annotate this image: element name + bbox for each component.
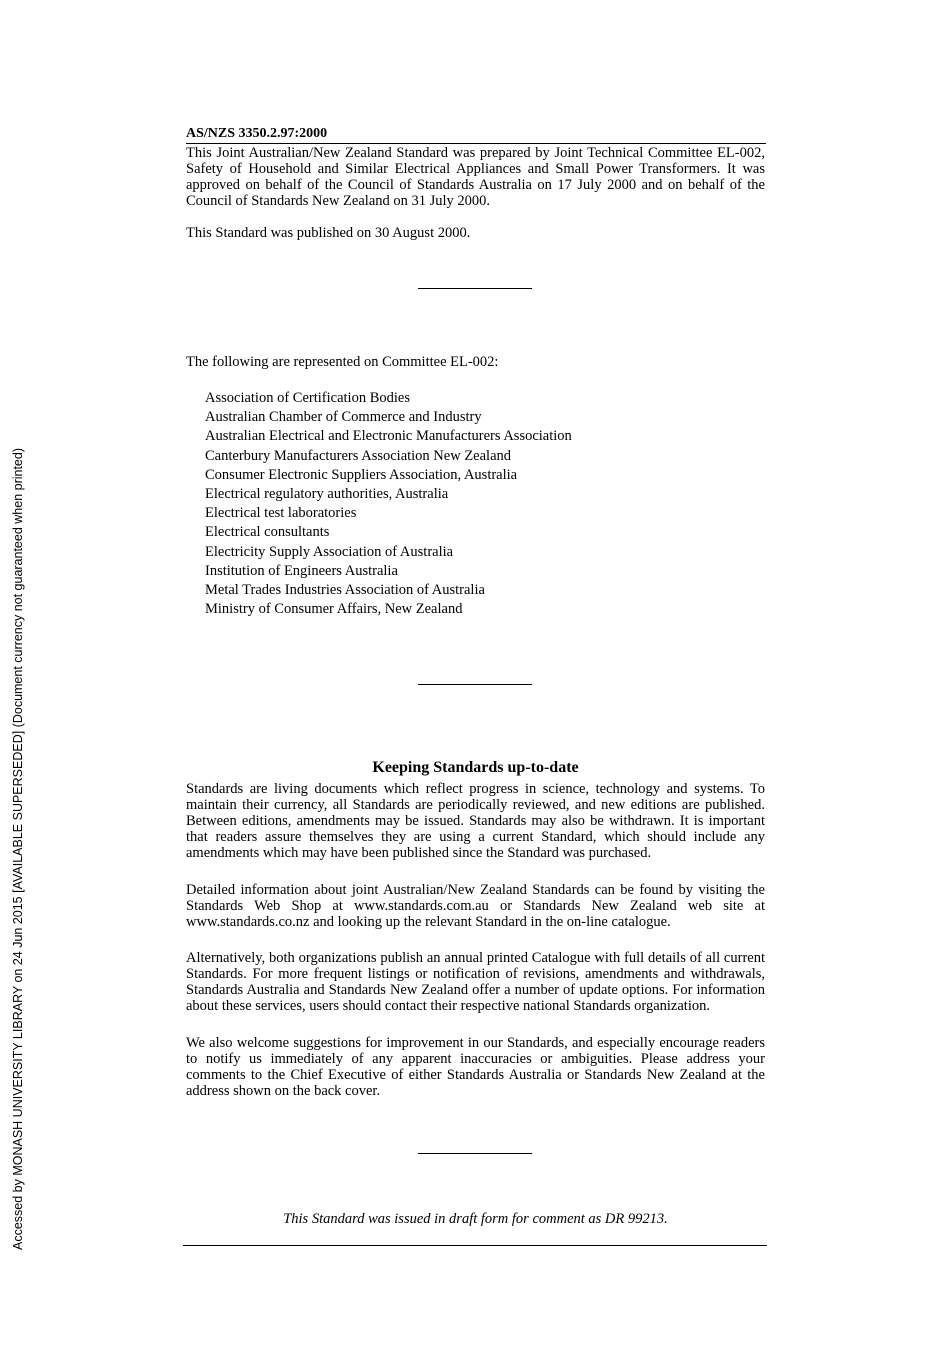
document-number: AS/NZS 3350.2.97:2000 — [186, 126, 766, 144]
committee-member: Consumer Electronic Suppliers Association, Australia — [205, 466, 518, 483]
bottom-rule — [183, 1245, 767, 1246]
committee-member: Association of Certification Bodies — [205, 390, 410, 406]
committee-member: Electrical test laboratories — [205, 505, 357, 522]
committee-member: Electrical consultants — [205, 524, 330, 541]
access-watermark: Accessed by MONASH UNIVERSITY LIBRARY on 24 Jun 2015 [AVAILABLE SUPERSEDED] (Document currency not guaranteed when printed) — [11, 447, 25, 1250]
committee-member: Canterbury Manufacturers Association New Zealand — [205, 447, 512, 464]
keeping-paragraph-3: Alternatively, both organizations publish an annual printed Catalogue with full details of all current Standards. For more frequent listings or notification of revisions, amendments and withdrawals, Standards Australia and Standards New Zealand offer a number of update options. For information about these services, users should contact their respective national Standards organization. — [186, 950, 765, 1014]
draft-note: This Standard was issued in draft form for comment as DR 99213. — [283, 1211, 668, 1227]
committee-member: Australian Electrical and Electronic Manufacturers Association — [205, 428, 572, 445]
committee-member: Electricity Supply Association of Australia — [205, 543, 454, 560]
keeping-paragraph-4: We also welcome suggestions for improvement in our Standards, and especially encourage readers to notify us immediately of any apparent inaccuracies or ambiguities. Please address your comments to the Chief Executive of either Standards Australia or Standards New Zealand at the address shown on the back cover. — [186, 1035, 765, 1099]
committee-lead-in: The following are represented on Committee EL-002: — [186, 354, 499, 370]
committee-member: Metal Trades Industries Association of Australia — [205, 582, 485, 599]
separator-rule — [418, 1153, 532, 1154]
keeping-paragraph-1: Standards are living documents which reflect progress in science, technology and systems. To maintain their currency, all Standards are periodically reviewed, and new editions are published. Between editions, amendments may be issued. Standards may also be withdrawn. It is important that readers assure themselves they are using a current Standard, which should include any amendments which may have been published since the Standard was purchased. — [186, 781, 765, 861]
publication-date-line: This Standard was published on 30 August 2000. — [186, 225, 471, 241]
committee-member: Electrical regulatory authorities, Australia — [205, 486, 449, 503]
preparation-paragraph: This Joint Australian/New Zealand Standard was prepared by Joint Technical Committee EL-002, Safety of Household and Similar Electrical Appliances and Small Power Transformers. It was approved on behalf of the Council of Standards Australia on 17 July 2000 and on behalf of the Council of Standards New Zealand on 31 July 2000. — [186, 145, 765, 209]
committee-member: Australian Chamber of Commerce and Industry — [205, 409, 482, 426]
committee-member: Ministry of Consumer Affairs, New Zealand — [205, 601, 463, 618]
separator-rule — [418, 684, 532, 685]
separator-rule — [418, 288, 532, 289]
keeping-paragraph-2: Detailed information about joint Australian/New Zealand Standards can be found by visiting the Standards Web Shop at www.standards.com.au or Standards New Zealand web site at www.standards.co.nz and looking up the relevant Standard in the on-line catalogue. — [186, 882, 765, 930]
committee-member: Institution of Engineers Australia — [205, 562, 398, 579]
committee-members-list — [205, 389, 572, 619]
keeping-standards-heading: Keeping Standards up-to-date — [372, 759, 579, 776]
